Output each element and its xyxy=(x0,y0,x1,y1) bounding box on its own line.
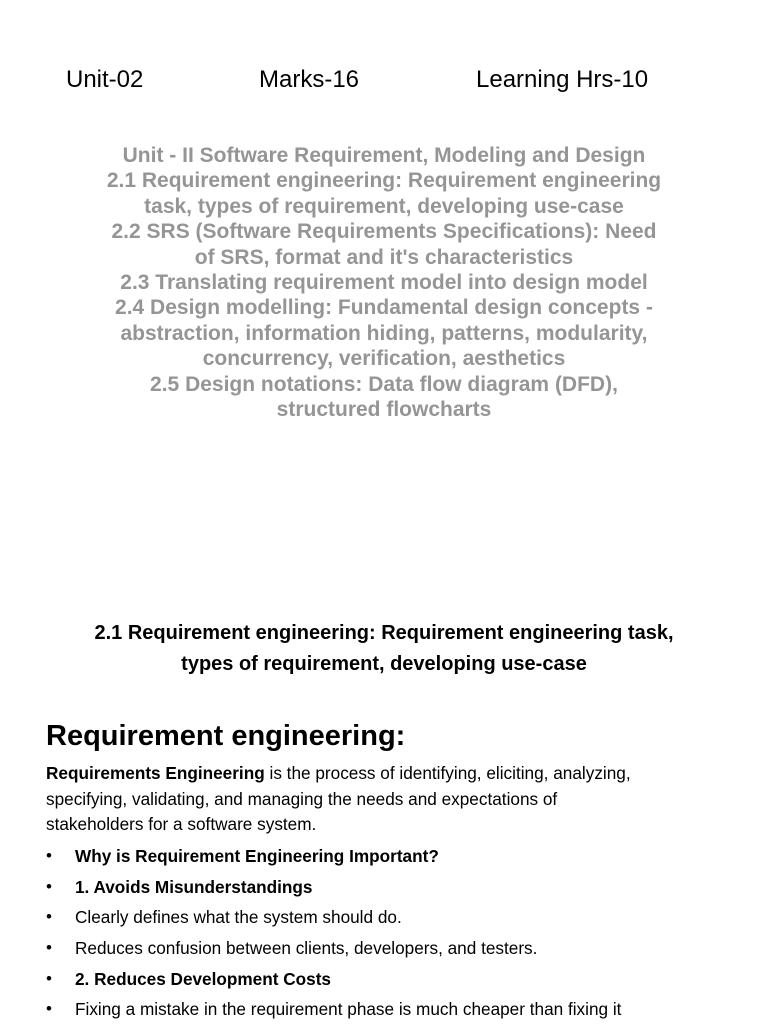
bullet-icon: • xyxy=(46,876,52,896)
syllabus-line: abstraction, information hiding, patterns, modularity, xyxy=(120,321,648,345)
list-item xyxy=(46,996,746,1024)
bullet-list xyxy=(46,843,746,1024)
section-title xyxy=(40,618,728,680)
list-item xyxy=(46,935,746,966)
list-item xyxy=(46,874,746,905)
syllabus-line: 2.5 Design notations: Data flow diagram (DFD), xyxy=(150,372,618,396)
paragraph-line: stakeholders for a software system. xyxy=(46,814,317,834)
definition-paragraph xyxy=(46,761,736,838)
list-item xyxy=(46,843,746,874)
syllabus-line: 2.2 SRS (Software Requirements Specifications): Need xyxy=(111,220,657,244)
syllabus-line: 2.4 Design modelling: Fundamental design concepts - xyxy=(115,296,653,320)
syllabus-line: Unit - II Software Requirement, Modeling and Design xyxy=(122,144,646,167)
marks-label: Marks-16 xyxy=(259,66,360,93)
bullet-icon: • xyxy=(46,968,52,988)
paragraph-line-rest: is the process of identifying, eliciting, analyzing, xyxy=(264,763,631,783)
syllabus-line: task, types of requirement, developing use-case xyxy=(144,194,624,218)
list-item-text: Fixing a mistake in the requirement phase is much cheaper than fixing it xyxy=(75,999,622,1020)
paragraph-line xyxy=(46,761,736,787)
page-heading: Requirement engineering: xyxy=(46,720,406,752)
syllabus-line: of SRS, format and it's characteristics xyxy=(194,245,574,269)
list-item-text: Why is Requirement Engineering Important? xyxy=(75,846,439,866)
list-item-text: Clearly defines what the system should do. xyxy=(75,907,402,928)
syllabus-block xyxy=(60,143,708,422)
paragraph-bold-lead: Requirements Engineering xyxy=(46,763,265,783)
bullet-icon: • xyxy=(46,846,52,865)
list-item-text: 2. Reduces Development Costs xyxy=(75,968,331,989)
syllabus-line: structured flowcharts xyxy=(276,398,492,422)
learning-hours-label: Learning Hrs-10 xyxy=(476,66,649,93)
syllabus-line: 2.3 Translating requirement model into design model xyxy=(120,271,648,295)
list-item xyxy=(46,904,746,935)
list-item xyxy=(46,966,746,997)
section-title-line: 2.1 Requirement engineering: Requirement engineering task, xyxy=(94,622,674,644)
bullet-icon: • xyxy=(46,938,52,958)
unit-label: Unit-02 xyxy=(66,66,144,93)
bullet-icon: • xyxy=(46,999,52,1019)
section-title-line: types of requirement, developing use-case xyxy=(181,653,587,675)
bullet-icon: • xyxy=(46,907,52,927)
list-item-text: 1. Avoids Misunderstandings xyxy=(75,876,313,897)
syllabus-line: 2.1 Requirement engineering: Requirement engineering xyxy=(106,169,662,193)
list-item-text: Reduces confusion between clients, developers, and testers. xyxy=(75,938,538,959)
paragraph-line: specifying, validating, and managing the needs and expectations of xyxy=(46,788,558,809)
syllabus-line: concurrency, verification, aesthetics xyxy=(202,347,566,371)
